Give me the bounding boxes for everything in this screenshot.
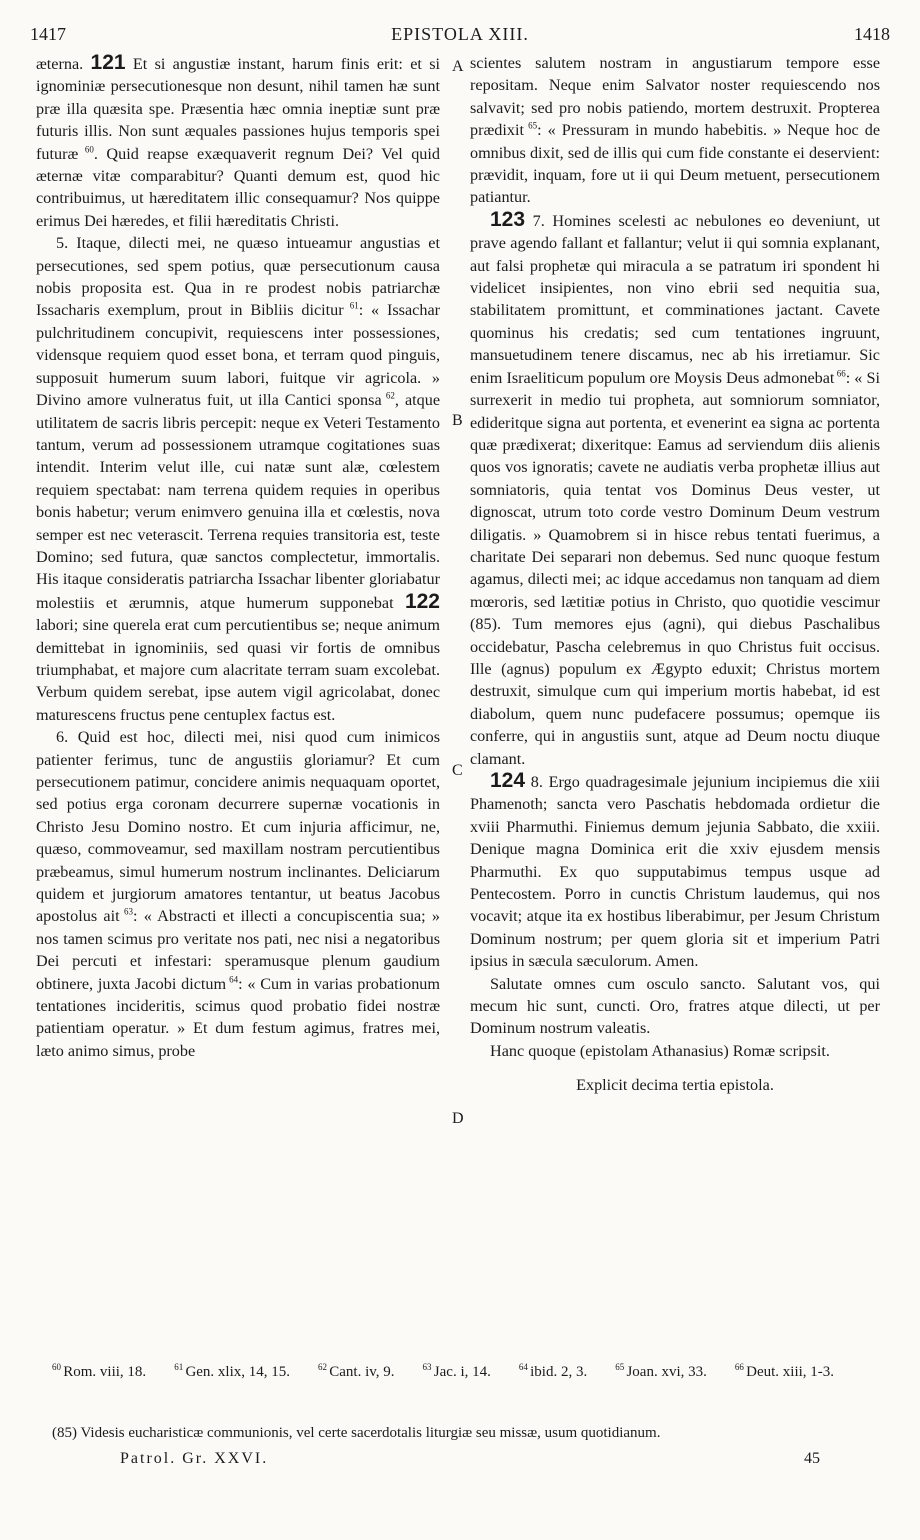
footnote-reference: 63	[119, 907, 134, 918]
paragraph: 6. Quid est hoc, dilecti mei, nisi quod cum inimicos patienter ferimus, tunc de angustiis gloriamur? Et cum persecutionem patimur, concidere animis nequaquam oportet, sed potius erga coronam decurrere supernæ vocationis in Christo Jesu Domino nostro. Et cum injuria afficimur, ne, quæso, commoveamur, sed maxillam nostram percutientibus præbeamus, simul humerum nostrum inclinantes. Deliciarum quidem et jurgiorum amatores tentantur, ut beatus Jacobus apostolus ait $^{63}$: « Abstracti et illecti a concupiscentia sua; » nos tamen scimus pro veritate nos pati, nec nisi a negatoribus Dei percuti et infestari: speramusque plenum gaudium obtinere, juxta Jacobi dictum $^{64}$: « Cum in varias probationum tentationes incideritis, scimus quod probatio fidei nostræ patientiam operatur. » Et dum festum agimus, fratres mei, læto animo simus, probe	[36, 728, 440, 1060]
paragraph: Hanc quoque (epistolam Athanasius) Romæ scripsit.	[490, 1041, 830, 1060]
editor-note: (85) Videsis eucharisticæ communionis, vel certe sacerdotalis liturgiæ seu missæ, usum quotidianum.	[52, 1425, 661, 1441]
footnote: $^{64}$ ibid. 2, 3.	[518, 1362, 588, 1380]
footer-signature: Patrol. Gr. XXVI.	[120, 1450, 269, 1467]
footnote-number: 66	[734, 1362, 747, 1372]
left-text-column	[36, 52, 440, 1342]
footnote-number: 60	[52, 1362, 64, 1372]
footnote-reference: 60	[78, 144, 94, 155]
footnote: $^{66}$ Deut. xiii, 1-3.	[734, 1362, 835, 1380]
footnote-reference: 64	[226, 974, 239, 985]
footer-page-number: 45	[804, 1450, 820, 1467]
paragraph: 123 7. Homines scelesti ac nebulones eo deveniunt, ut prave agendo fallant et fallantur; velut ii qui somnia explanant, aut falsi prophetæ qui miracula a se patratum iri spondent hi videlicet insipientes, non vino ebrii sed nequitia sua, stabilitatem promittunt, et comminationes jactant. Cavete quominus his credatis; sed cum tentationes ingruunt, mansuetudinem tenere discamus, nec ab his irretiamur. Sic enim Israeliticum populum ore Moysis Deus admonebat $^{66}$: « Si surrexerit in medio tui propheta, aut somniorum somniator, edideritque signa aut portenta, et evenerint ea signa ac portenta quæ prædixerat; dixeritque: Eamus ad serviendum diis alienis quos vos ignoratis; cavete ne audiatis verba prophetæ illius aut somniatoris, quia tentat vos Dominus Deus vester, ut dignoscat, utrum toto corde vestro Dominum Deum vestrum diligatis. » Quamobrem si in hisce rebus tentati fuerimus, a charitate Dei separari non debemus. Sed nunc quoque festum agamus, dilecti mei; ac idque accedamus non tanquam ad diem mœroris, sed lætitiæ potius in Christo, quo quotidie vescimur (85). Tum memores ejus (agni), qui diebus Paschalibus occidebatur, Pascha celebremus in quo Christus fuit occisus. Ille (agnus) populum ex Ægypto eduxit; Christus mortem destruxit, simulque cum qui imperium mortis habebat, id est diabolum, quem nunc pudefacere possumus; opemque iis conferre, qui in angustiis sunt, atque ad Deum noctu diuque clamant.	[470, 207, 880, 768]
paragraph: scientes salutem nostram in angustiarum tempore esse repositam. Neque enim Salvator noster requiescendo nos salvavit; sed pro nobis patiendo, mortem destruxit. Propterea prædixit $^{65}$: « Pressuram in mundo habebitis. » Neque hoc de omnibus dixit, sed de illis qui cum fide constante ei deservient: prævidit, inquam, fore ut ii qui Deum metuent, persecutionem patiantur.	[470, 54, 880, 207]
right-text-column	[470, 52, 880, 1342]
footnote-reference: 65	[523, 120, 538, 131]
paragraph: 5. Itaque, dilecti mei, ne quæso intueamur angustias et persecutiones, sed spem potius, quæ persecutionum causa nobis proposita est. Qua in re prodest nobis patriarchæ Issacharis exemplum, prout in Bibliis dicitur $^{61}$: « Issachar pulchritudinem concupivit, requiescens inter possessiones, vidensque requiem quod esset bona, et terram quod pinguis, supposuit humerum suum labori, fuitque vir agricola. » Divino amore vulneratus fuit, ut illa Cantici sponsa $^{62}$, atque utilitatem de sacris libris percepit: neque ex Veteri Testamento tantum, verum ad possessionem utramque cogitationes suas intendit. Interim velut ille, cui natæ sunt alæ, cœlestem requiem spectabat: nam terrena quidem requies in operibus bonis habetur; verum enimvero genuina illa et cœlestis, nova semper est nec veterascit. Terrena requies transitoria est, teste Domino; sed futura, quæ sanctos complectetur, immortalis. His itaque consideratis patriarcha Issachar libenter gloriabatur molestiis et ærumnis, atque humerum supponebat 122 labori; sine querela erat cum percutientibus se; neque animum demittebat in ignominiis, sed quasi vir fortis de omnibus triumphabat, et majore cum alacritate terram suam excolebat. Verbum quidem serebat, ipse autem vigil agricolabat, donec maturescens fructus pene centuplex factus est.	[36, 234, 440, 724]
footnotes	[52, 1358, 882, 1382]
margin-letter-c: C	[452, 762, 463, 779]
right-column-number: 1418	[854, 24, 890, 44]
page-header	[30, 24, 890, 48]
footnote: $^{65}$ Joan. xvi, 33.	[615, 1362, 707, 1380]
section-number: 122	[404, 589, 440, 613]
footnote: $^{60}$ Rom. viii, 18.	[52, 1362, 147, 1380]
margin-letter-b: B	[452, 412, 463, 429]
footnote: $^{63}$ Jac. i, 14.	[422, 1362, 491, 1380]
section-number: 124	[490, 769, 526, 792]
footnote-reference: 61	[343, 301, 359, 312]
page-title: EPISTOLA XIII.	[391, 24, 529, 44]
footnote-number: 61	[174, 1362, 186, 1372]
section-number: 121	[90, 52, 126, 74]
footnote: $^{62}$ Cant. iv, 9.	[318, 1362, 395, 1380]
footnote-number: 62	[318, 1362, 330, 1372]
footnote-number: 65	[615, 1362, 627, 1372]
paragraph: æterna. 121 Et si angustiæ instant, harum finis erit: et si ignominiæ persecutionesque non desunt, nihil tamen hæ sunt præ illa quæsita spe. Præsentia hæc omnia ineptiæ sunt præ futuris illis. Non sunt æquales passiones hujus temporis spei futuræ $^{60}$. Quid reapse exæquaverit regnum Dei? Vel quid æternæ vitæ comparabitur? Quanti demum est, quod hic contribuimus, ut hæreditatem illic consequamur? Nos quippe erimus Dei hæredes, et filii hæreditatis Christi.	[36, 52, 440, 230]
left-column-number: 1417	[30, 24, 66, 44]
section-number: 123	[490, 207, 526, 231]
paragraph: Salutate omnes cum osculo sancto. Salutant vos, qui mecum hic sunt, cuncti. Oro, fratres atque dilecti, ut per Dominum nostrum valeatis.	[470, 974, 880, 1038]
footnote-reference: 62	[381, 390, 395, 401]
footnote-number: 63	[422, 1362, 434, 1372]
footnote-reference: 66	[834, 368, 846, 379]
footnote-number: 64	[518, 1362, 531, 1372]
paragraph: Explicit decima tertia epistola.	[576, 1076, 774, 1095]
footnote: $^{61}$ Gen. xlix, 14, 15.	[174, 1362, 291, 1380]
margin-letter-d: D	[452, 1110, 464, 1127]
paragraph: 124 8. Ergo quadragesimale jejunium incipiemus die xiii Phamenoth; sancta vero Paschatis hebdomada ordietur die xviii Pharmuthi. Finiemus demum jejunia Sabbato, die xxiii. Denique magna Dominica erit die xxiv ejusdem mensis Pharmuthi. Ex quo supputabimus tempus usque ad Pentecostem. Porro in cunctis Christum laudemus, qui nos vocavit; atque ita ex hostibus liberabimur, per Jesum Christum Dominum nostrum; per quem gloria sit et imperium Patri ipsius in sæcula sæculorum. Amen.	[470, 769, 880, 971]
margin-letter-a: A	[452, 58, 464, 75]
